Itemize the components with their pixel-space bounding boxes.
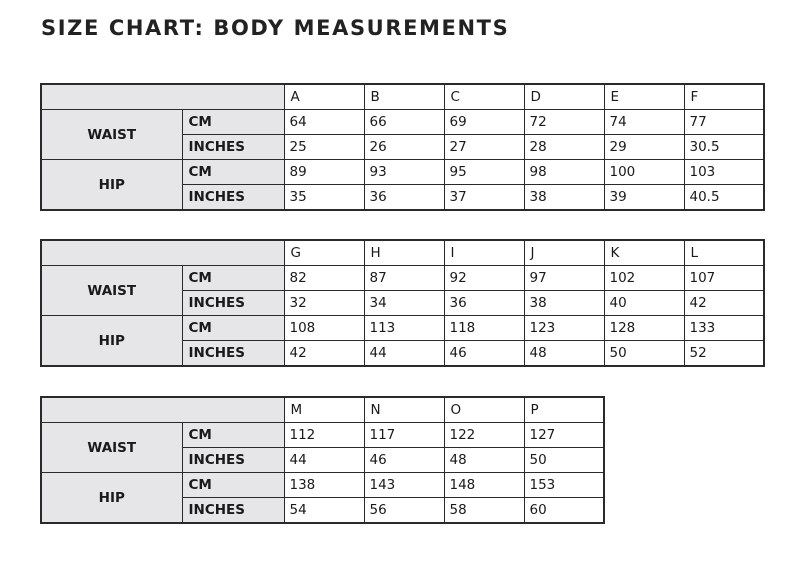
measurement-cell: 58 — [444, 498, 524, 524]
size-label: B — [364, 84, 444, 110]
measurement-cell: 93 — [364, 160, 444, 185]
measurement-cell: 107 — [684, 266, 764, 291]
measurement-cell: 34 — [364, 291, 444, 316]
measurement-cell: 97 — [524, 266, 604, 291]
measurement-cell: 148 — [444, 473, 524, 498]
measurement-cell: 44 — [364, 341, 444, 367]
measurement-cell: 123 — [524, 316, 604, 341]
waist-group-label: WAIST — [41, 266, 182, 316]
measurement-cell: 138 — [284, 473, 364, 498]
size-label: N — [364, 397, 444, 423]
unit-label-cm: CM — [182, 316, 284, 341]
header-blank-cell — [41, 397, 284, 423]
measurement-cell: 60 — [524, 498, 604, 524]
measurement-cell: 95 — [444, 160, 524, 185]
size-header-row — [41, 84, 764, 110]
measurement-cell: 27 — [444, 135, 524, 160]
size-label: O — [444, 397, 524, 423]
measurement-cell: 46 — [364, 448, 444, 473]
measurement-cell: 74 — [604, 110, 684, 135]
measurement-cell: 39 — [604, 185, 684, 211]
size-table-a-f — [40, 83, 765, 211]
measurement-cell: 108 — [284, 316, 364, 341]
unit-label-inches: INCHES — [182, 448, 284, 473]
unit-label-cm: CM — [182, 160, 284, 185]
unit-label-inches: INCHES — [182, 291, 284, 316]
header-blank-cell — [41, 84, 284, 110]
unit-label-inches: INCHES — [182, 135, 284, 160]
measurement-cell: 38 — [524, 185, 604, 211]
unit-label-cm: CM — [182, 110, 284, 135]
size-label: I — [444, 240, 524, 266]
size-label: E — [604, 84, 684, 110]
measurement-cell: 38 — [524, 291, 604, 316]
measurement-cell: 127 — [524, 423, 604, 448]
measurement-cell: 52 — [684, 341, 764, 367]
measurement-cell: 133 — [684, 316, 764, 341]
unit-label-cm: CM — [182, 266, 284, 291]
measurement-cell: 82 — [284, 266, 364, 291]
measurement-cell: 54 — [284, 498, 364, 524]
measurement-cell: 32 — [284, 291, 364, 316]
measurement-cell: 50 — [524, 448, 604, 473]
measurement-cell: 30.5 — [684, 135, 764, 160]
measurement-cell: 36 — [364, 185, 444, 211]
waist-group-label: WAIST — [41, 110, 182, 160]
hip-cm-row — [41, 160, 764, 185]
measurement-cell: 25 — [284, 135, 364, 160]
measurement-cell: 98 — [524, 160, 604, 185]
size-label: P — [524, 397, 604, 423]
measurement-cell: 77 — [684, 110, 764, 135]
unit-label-cm: CM — [182, 473, 284, 498]
header-blank-cell — [41, 240, 284, 266]
unit-label-inches: INCHES — [182, 341, 284, 367]
size-label: K — [604, 240, 684, 266]
measurement-cell: 40.5 — [684, 185, 764, 211]
measurement-cell: 92 — [444, 266, 524, 291]
measurement-cell: 50 — [604, 341, 684, 367]
hip-group-label: HIP — [41, 316, 182, 367]
measurement-cell: 37 — [444, 185, 524, 211]
hip-group-label: HIP — [41, 473, 182, 524]
measurement-cell: 26 — [364, 135, 444, 160]
measurement-cell: 40 — [604, 291, 684, 316]
size-header-row — [41, 240, 764, 266]
waist-group-label: WAIST — [41, 423, 182, 473]
measurement-cell: 48 — [444, 448, 524, 473]
measurement-cell: 69 — [444, 110, 524, 135]
unit-label-inches: INCHES — [182, 498, 284, 524]
size-label: C — [444, 84, 524, 110]
measurement-cell: 89 — [284, 160, 364, 185]
measurement-cell: 128 — [604, 316, 684, 341]
measurement-cell: 44 — [284, 448, 364, 473]
measurement-cell: 48 — [524, 341, 604, 367]
measurement-cell: 29 — [604, 135, 684, 160]
measurement-cell: 42 — [684, 291, 764, 316]
size-label: G — [284, 240, 364, 266]
measurement-cell: 28 — [524, 135, 604, 160]
measurement-cell: 103 — [684, 160, 764, 185]
measurement-cell: 112 — [284, 423, 364, 448]
measurement-cell: 64 — [284, 110, 364, 135]
hip-cm-row — [41, 316, 764, 341]
measurement-cell: 56 — [364, 498, 444, 524]
measurement-cell: 117 — [364, 423, 444, 448]
measurement-cell: 100 — [604, 160, 684, 185]
measurement-cell: 66 — [364, 110, 444, 135]
unit-label-cm: CM — [182, 423, 284, 448]
measurement-cell: 42 — [284, 341, 364, 367]
hip-cm-row — [41, 473, 604, 498]
measurement-cell: 35 — [284, 185, 364, 211]
size-label: F — [684, 84, 764, 110]
measurement-cell: 113 — [364, 316, 444, 341]
unit-label-inches: INCHES — [182, 185, 284, 211]
size-label: M — [284, 397, 364, 423]
measurement-cell: 153 — [524, 473, 604, 498]
waist-cm-row — [41, 266, 764, 291]
size-label: A — [284, 84, 364, 110]
size-label: J — [524, 240, 604, 266]
size-header-row — [41, 397, 604, 423]
waist-cm-row — [41, 110, 764, 135]
measurement-cell: 36 — [444, 291, 524, 316]
measurement-cell: 122 — [444, 423, 524, 448]
size-label: L — [684, 240, 764, 266]
size-table-m-p — [40, 396, 605, 524]
size-table-g-l — [40, 239, 765, 367]
measurement-cell: 87 — [364, 266, 444, 291]
hip-group-label: HIP — [41, 160, 182, 211]
size-label: D — [524, 84, 604, 110]
measurement-cell: 102 — [604, 266, 684, 291]
measurement-cell: 46 — [444, 341, 524, 367]
page-title: SIZE CHART: BODY MEASUREMENTS — [41, 16, 510, 40]
size-label: H — [364, 240, 444, 266]
waist-cm-row — [41, 423, 604, 448]
measurement-cell: 72 — [524, 110, 604, 135]
measurement-cell: 143 — [364, 473, 444, 498]
measurement-cell: 118 — [444, 316, 524, 341]
